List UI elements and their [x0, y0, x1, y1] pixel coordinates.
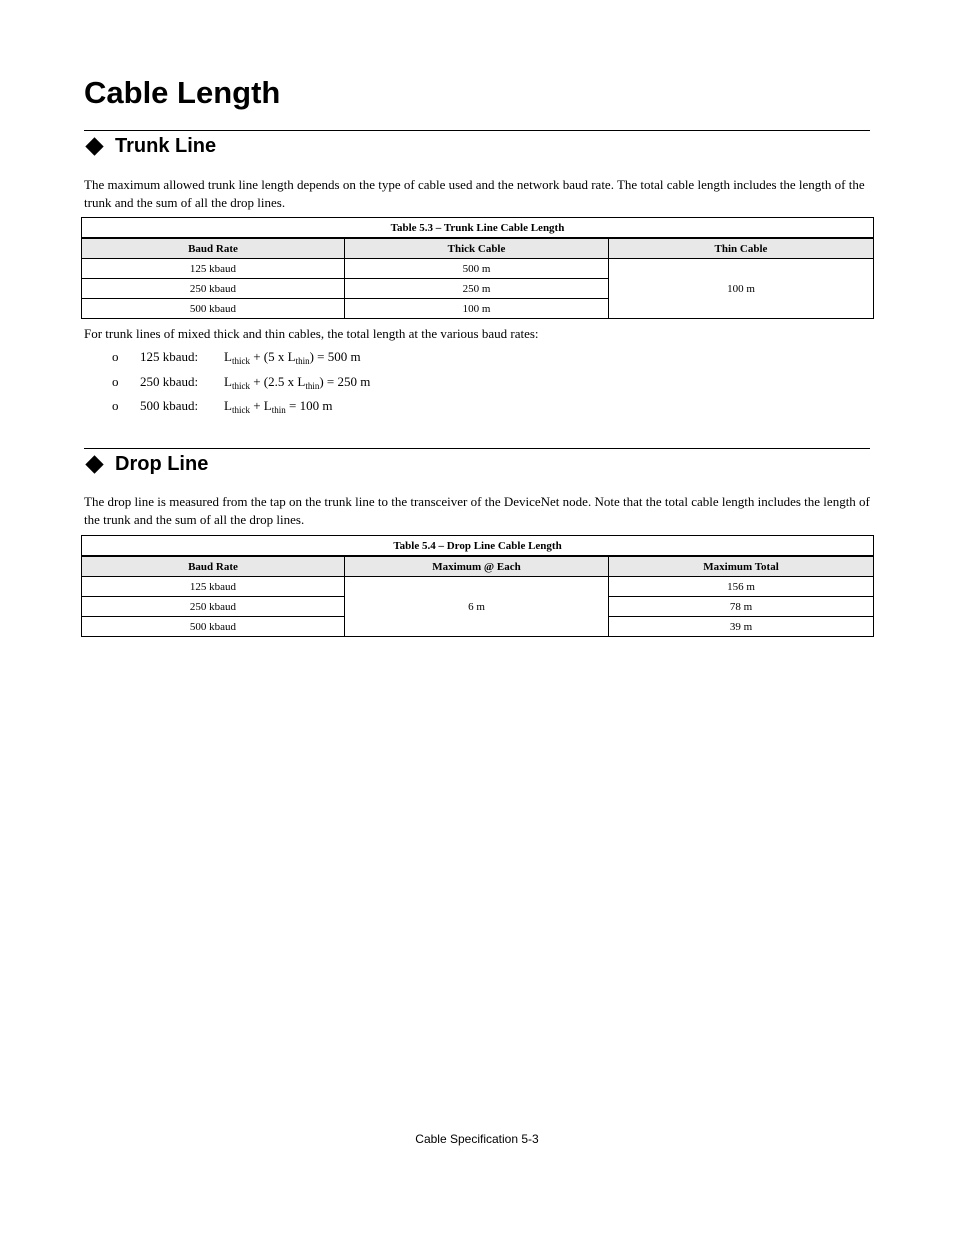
thick-cable-cell: 250 m [345, 279, 609, 299]
section-divider-drop [84, 448, 870, 449]
mixed-cable-note: For trunk lines of mixed thick and thin cables, the total length at the various baud rates: [84, 326, 539, 341]
formula-rate: 250 kbaud: [140, 374, 199, 389]
maximum-total-cell: 156 m [609, 577, 874, 597]
formula-expression: $L_{thick} + (5$ x $L_{thin}) = 500$ m [224, 349, 361, 366]
diamond-bullet-icon [85, 455, 103, 473]
thin-cable-cell: 100 m [609, 259, 874, 319]
page-title: Cable Length [84, 75, 281, 110]
drop-line-intro: The drop line is measured from the tap on the trunk line to the transceiver of the DeviceNet node. Note that the total cable length includes the length of the trunk and the sum of all the drop lines. [84, 494, 870, 527]
formula-rate: 125 kbaud: [140, 349, 199, 364]
baud-rate-cell: 125 kbaud [82, 259, 345, 279]
column-header-thick-cable: Thick Cable [345, 238, 609, 259]
formula-expression: $L_{thick} + L_{thin} = 100$ m [224, 398, 333, 415]
column-header-baud-rate: Baud Rate [82, 238, 345, 259]
list-bullet: o [112, 398, 119, 413]
baud-rate-cell: 500 kbaud [82, 617, 345, 637]
list-bullet: o [112, 374, 119, 389]
drop-line-heading-text: Drop Line [115, 453, 209, 475]
column-header-maximum-each: Maximum @ Each [345, 556, 609, 577]
maximum-total-cell: 78 m [609, 597, 874, 617]
baud-rate-cell: 500 kbaud [82, 299, 345, 319]
formula-expression: $L_{thick} + (2.5$ x $L_{thin}) = 250$ m [224, 374, 371, 391]
table-caption: Table 5.4 – Drop Line Cable Length [82, 536, 874, 557]
thick-cable-cell: 500 m [345, 259, 609, 279]
baud-rate-cell: 250 kbaud [82, 279, 345, 299]
table-caption: Table 5.3 – Trunk Line Cable Length [82, 218, 874, 239]
trunk-line-intro: The maximum allowed trunk line length depends on the type of cable used and the network baud rate. The total cable length includes the length of the trunk and the sum of all the drop lines. [84, 177, 865, 210]
column-header-thin-cable: Thin Cable [609, 238, 874, 259]
maximum-each-cell: 6 m [345, 577, 609, 637]
trunk-line-table [81, 217, 874, 319]
trunk-line-heading-text: Trunk Line [115, 135, 217, 157]
column-header-baud-rate: Baud Rate [82, 556, 345, 577]
trunk-line-heading [84, 133, 216, 159]
baud-rate-cell: 250 kbaud [82, 597, 345, 617]
drop-line-heading [84, 451, 208, 477]
maximum-total-cell: 39 m [609, 617, 874, 637]
list-bullet: o [112, 349, 119, 364]
diamond-bullet-icon [85, 137, 103, 155]
baud-rate-cell: 125 kbaud [82, 577, 345, 597]
table-row [82, 259, 874, 279]
column-header-maximum-total: Maximum Total [609, 556, 874, 577]
thick-cable-cell: 100 m [345, 299, 609, 319]
formula-rate: 500 kbaud: [140, 398, 199, 413]
page-footer: Cable Specification 5-3 [415, 1132, 539, 1146]
drop-line-table [81, 535, 874, 637]
section-divider-trunk [84, 130, 870, 131]
table-row [82, 577, 874, 597]
